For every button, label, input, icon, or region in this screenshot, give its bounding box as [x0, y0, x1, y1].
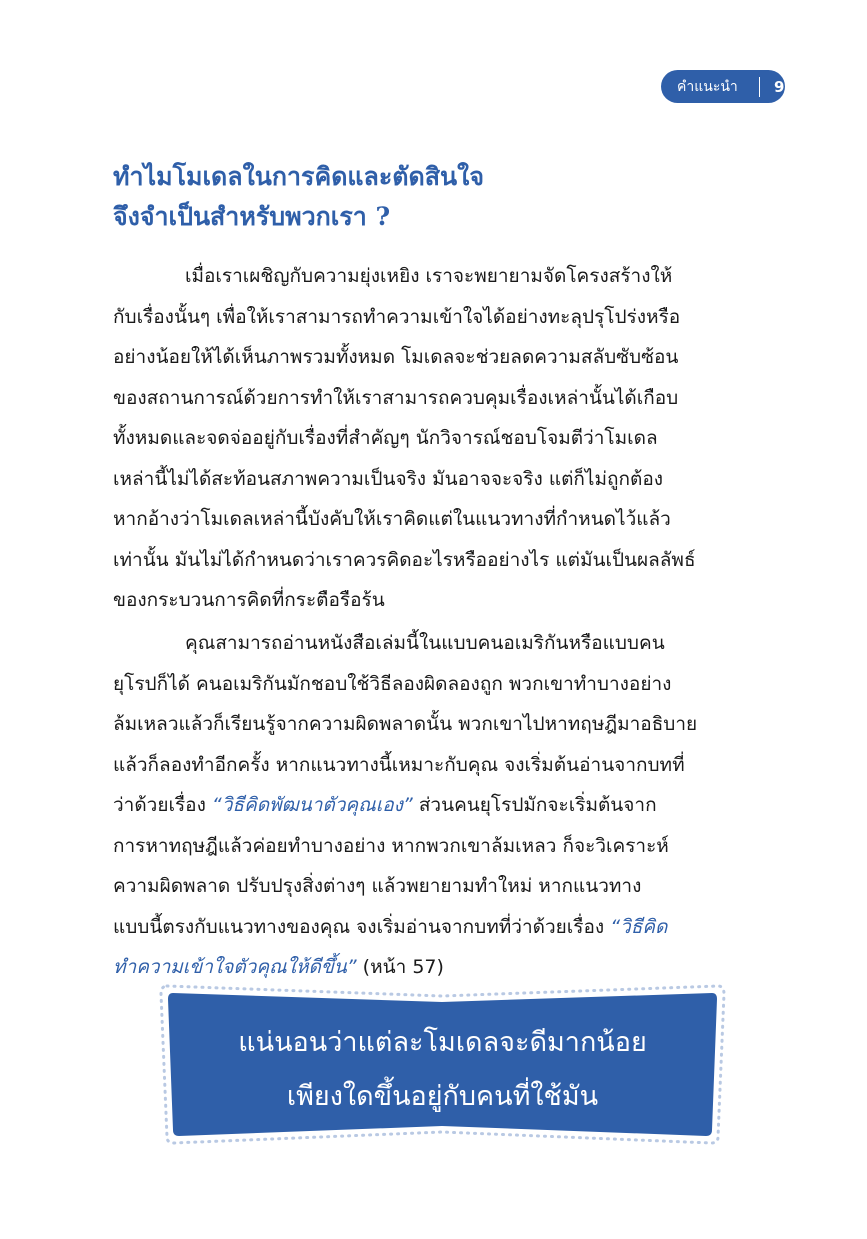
paragraph-2 — [113, 623, 766, 988]
callout-line-1: แน่นอนว่าแต่ละโมเดลจะดีมากน้อย — [238, 1027, 647, 1058]
paragraph-line: อย่างน้อยให้ได้เห็นภาพรวมทั้งหมด โมเดลจะช่วยลดความสลับซับซ้อน — [113, 346, 679, 368]
paragraph-line — [113, 785, 766, 826]
section-title: คำแนะนำ — [677, 78, 738, 95]
page-reference: (หน้า 57) — [356, 956, 444, 978]
paragraph-line: ของสถานการณ์ด้วยการทำให้เราสามารถควบคุมเรื่องเหล่านั้นได้เกือบ — [113, 386, 679, 409]
paragraph-text: ว่าด้วยเรื่อง — [113, 794, 212, 816]
paragraph-line: เท่านั้น มันไม่ได้กำหนดว่าเราควรคิดอะไรหรืออย่างไร แต่มันเป็นผลลัพธ์ — [113, 548, 696, 571]
section-heading — [113, 157, 753, 237]
paragraph-line: เมื่อเราเผชิญกับความยุ่งเหยิง เราจะพยายามจัดโครงสร้างให้ — [185, 265, 673, 287]
header-divider — [759, 77, 760, 97]
paragraph-line: ยุโรปก็ได้ คนอเมริกันมักชอบใช้วิธีลองผิดลองถูก พวกเขาทำบางอย่าง — [113, 672, 672, 695]
callout-line-2: เพียงใดขึ้นอยู่กับคนที่ใช้มัน — [286, 1081, 599, 1112]
heading-line-1: ทำไมโมเดลในการคิดและตัดสินใจ — [113, 162, 484, 191]
page-number: 9 — [774, 77, 785, 96]
chapter-reference-self-development: “วิธีคิดพัฒนาตัวคุณเอง” — [211, 794, 413, 816]
paragraph-line: แล้วก็ลองทำอีกครั้ง หากแนวทางนี้เหมาะกับคุณ จงเริ่มต้นอ่านจากบทที่ — [113, 753, 685, 776]
paragraph-text: ส่วนคนยุโรปมักจะเริ่มต้นจาก — [412, 794, 657, 816]
paragraph-line: ความผิดพลาด ปรับปรุงสิ่งต่างๆ แล้วพยายามทำใหม่ หากแนวทาง — [113, 875, 642, 897]
paragraph-line: เหล่านี้ไม่ได้สะท้อนสภาพความเป็นจริง มันอาจจะจริง แต่ก็ไม่ถูกต้อง — [113, 467, 664, 490]
heading-line-2: จึงจำเป็นสำหรับพวกเรา ? — [113, 202, 391, 231]
callout-text — [155, 1016, 730, 1124]
paragraph-line: ล้มเหลวแล้วก็เรียนรู้จากความผิดพลาดนั้น พวกเขาไปหาทฤษฎีมาอธิบาย — [113, 713, 698, 735]
paragraph-line: ของกระบวนการคิดที่กระตือรือร้น — [113, 589, 385, 611]
callout-box — [155, 980, 730, 1155]
paragraph-1 — [113, 256, 766, 621]
paragraph-line — [113, 907, 766, 948]
running-header — [661, 70, 785, 103]
paragraph-line: กับเรื่องนั้นๆ เพื่อให้เราสามารถทำความเข้าใจได้อย่างทะลุปรุโปร่งหรือ — [113, 305, 681, 328]
paragraph-line: คุณสามารถอ่านหนังสือเล่มนี้ในแบบคนอเมริกันหรือแบบคน — [185, 632, 665, 654]
chapter-reference-understand-yourself: “วิธีคิด — [610, 915, 668, 938]
paragraph-line: หากอ้างว่าโมเดลเหล่านี้บังคับให้เราคิดแต่ในแนวทางที่กำหนดไว้แล้ว — [113, 508, 671, 530]
paragraph-text: แบบนี้ตรงกับแนวทางของคุณ จงเริ่มอ่านจากบทที่ว่าด้วยเรื่อง — [113, 915, 611, 938]
paragraph-line: การหาทฤษฎีแล้วค่อยทำบางอย่าง หากพวกเขาล้มเหลว ก็จะวิเคราะห์ — [113, 834, 669, 857]
paragraph-line: ทั้งหมดและจดจ่ออยู่กับเรื่องที่สำคัญๆ นักวิจารณ์ชอบโจมตีว่าโมเดล — [113, 427, 658, 449]
chapter-reference-understand-yourself-cont: ทำความเข้าใจตัวคุณให้ดีขึ้น” — [113, 956, 357, 978]
